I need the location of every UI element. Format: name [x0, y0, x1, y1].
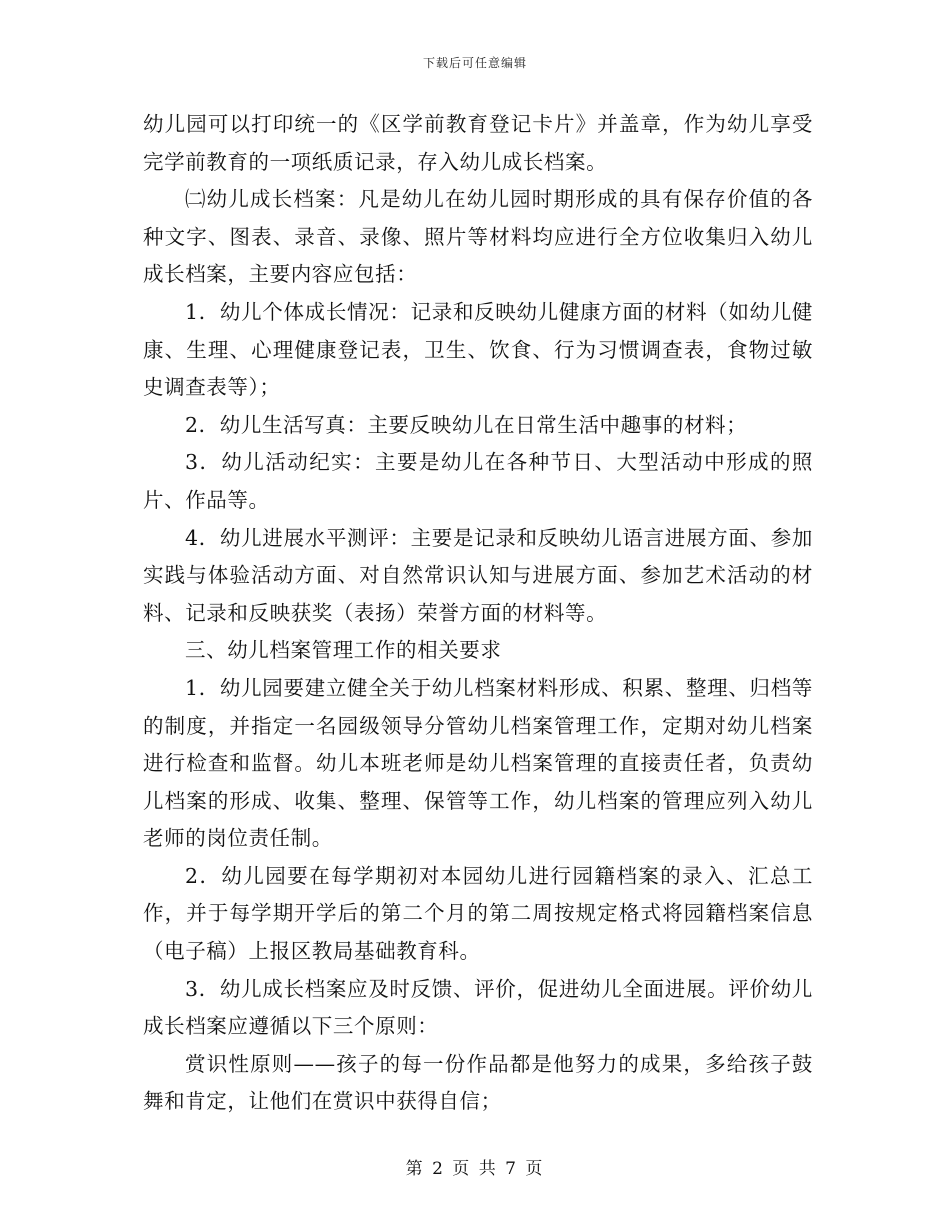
paragraph-requirement-2: 2．幼儿园要在每学期初对本园幼儿进行园籍档案的录入、汇总工作，并于每学期开学后的第二个月的第二周按规定格式将园籍档案信息（电子稿）上报区教局基础教育科。 [143, 863, 813, 964]
paragraph-continuation: 幼儿园可以打印统一的《区学前教育登记卡片》并盖章，作为幼儿享受完学前教育的一项纸质记录，存入幼儿成长档案。 [143, 112, 813, 174]
paragraph-item-2: 2．幼儿生活写真：主要反映幼儿在日常生活中趣事的材料； [185, 412, 748, 437]
document-body [143, 106, 813, 1121]
paragraph-growth-archive: ㈡幼儿成长档案：凡是幼儿在幼儿园时期形成的具有保存价值的各种文字、图表、录音、录像、照片等材料均应进行全方位收集归入幼儿成长档案，主要内容应包括： [143, 187, 813, 287]
page-header: 下载后可任意编辑 [422, 56, 527, 70]
section-heading: 三、幼儿档案管理工作的相关要求 [185, 638, 502, 663]
paragraph-requirement-1: 1．幼儿园要建立健全关于幼儿档案材料形成、积累、整理、归档等的制度，并指定一名园级领导分管幼儿档案管理工作，定期对幼儿档案进行检查和监督。幼儿本班老师是幼儿档案管理的直接责任者，负责幼儿档案的形成、收集、整理、保管等工作，幼儿档案的管理应列入幼儿老师的岗位责任制。 [143, 675, 813, 851]
paragraph-requirement-3: 3．幼儿成长档案应及时反馈、评价，促进幼儿全面进展。评价幼儿成长档案应遵循以下三个原则： [143, 976, 813, 1039]
page-number: 第 2 页 共 7 页 [405, 1159, 545, 1179]
paragraph-item-3: 3．幼儿活动纪实：主要是幼儿在各种节日、大型活动中形成的照片、作品等。 [143, 450, 813, 512]
paragraph-principle-appreciation: 赏识性原则——孩子的每一份作品都是他努力的成果，多给孩子鼓舞和肯定，让他们在赏识中获得自信； [143, 1051, 813, 1114]
paragraph-item-4: 4．幼儿进展水平测评：主要是记录和反映幼儿语言进展方面、参加实践与体验活动方面、对自然常识认知与进展方面、参加艺术活动的材料、记录和反映获奖（表扬）荣誉方面的材料等。 [143, 525, 813, 625]
paragraph-item-1: 1．幼儿个体成长情况：记录和反映幼儿健康方面的材料（如幼儿健康、生理、心理健康登记表，卫生、饮食、行为习惯调查表，食物过敏史调查表等）； [143, 299, 813, 400]
